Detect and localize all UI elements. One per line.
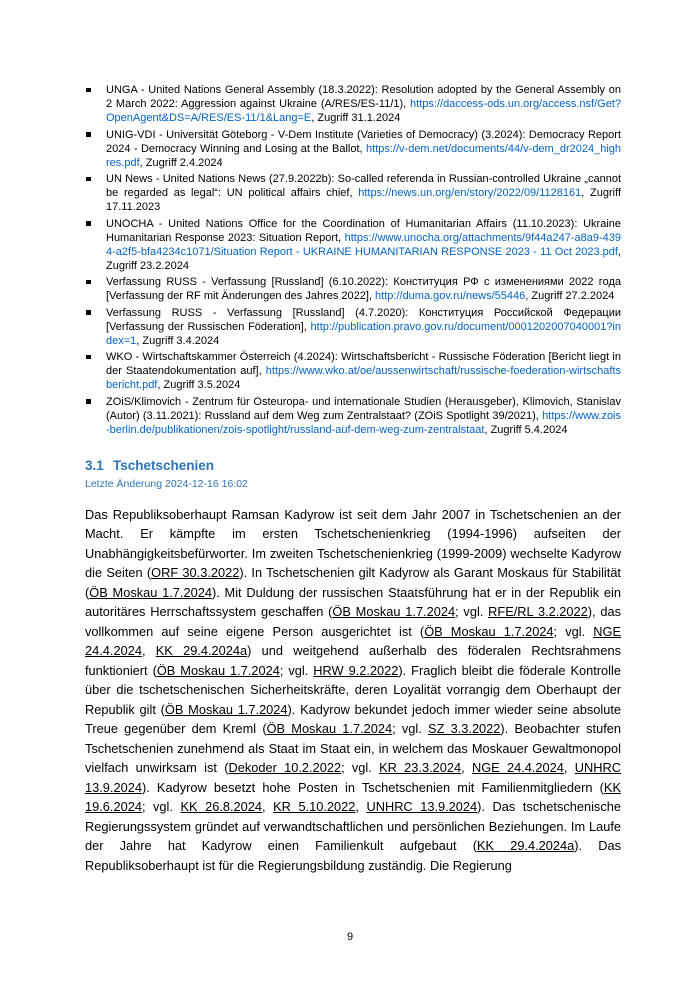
last-change-note: Letzte Änderung 2024-12-16 16:02: [85, 477, 248, 490]
entry-text-segment: UNIG-VDI - Universität Göteborg - V-Dem Institute (Varieties of Democracy) (3.2024): Democracy Report 2024 - Democracy Winning and Losing at the Ballot,: [106, 128, 621, 155]
entry-text: [106, 350, 621, 392]
url-link[interactable]: http://publication.pravo.gov.ru/document/0001202007040001?index=1: [106, 320, 621, 347]
citation-link[interactable]: UNHRC 13.9.2024: [366, 799, 478, 814]
body-text-segment: ) und weitgehend außerhalb des föderalen Rechtsrahmens funktioniert (: [85, 643, 621, 678]
entry-text: [106, 172, 621, 214]
citation-link[interactable]: SZ 3.3.2022: [428, 721, 501, 736]
body-text-segment: ). Fraglich bleibt die föderale Kontrolle über die tschetschenischen Sicherheitskräfte, deren Loyalität vorrangig dem Oberhaupt der Republik gilt (: [85, 662, 621, 717]
page-number: 9: [346, 931, 354, 943]
body-text-segment: ,: [355, 799, 367, 814]
bullet-icon: [85, 83, 106, 125]
body-paragraph: [85, 505, 621, 876]
body-text-segment: ), das vollkommen auf seine eigene Person ausgerichtet ist (: [85, 604, 622, 639]
url-link[interactable]: https://news.un.org/en/story/2022/09/1128161: [358, 187, 582, 199]
bibliography-entry: [85, 350, 621, 392]
citation-link[interactable]: ÖB Moskau 1.7.2024: [266, 721, 393, 736]
bullet-icon: [85, 395, 106, 437]
body-text-segment: ). Das tschetschenische Regierungssystem gründet auf verwandtschaftlichen und persönlichen Beziehungen. Im Laufe der Jahre hat Kadyrow einen Familienkult aufgebaut (: [85, 799, 621, 853]
entry-text-segment: Verfassung RUSS - Verfassung [Russland] (4.7.2020): Конституция Российской Федерации [Verfassung der Russischen Föderation],: [106, 306, 621, 333]
entry-text: [106, 217, 621, 273]
bibliography-entry: [85, 217, 621, 273]
body-text-segment: ). Das Republiksoberhaupt ist für die Regierungsbildung zuständig. Die Regierung: [85, 838, 621, 873]
bullet-icon: [85, 275, 106, 303]
entry-text-segment: WKO - Wirtschaftskammer Österreich (4.2024): Wirtschaftsbericht - Russische Föderation [Bericht liegt in der Staatendokumentation auf],: [106, 351, 621, 377]
citation-link[interactable]: NGE 24.4.2024: [85, 623, 621, 658]
body-text-segment: ; vgl.: [341, 760, 380, 775]
citation-link[interactable]: KK 29.4.2024a: [155, 643, 248, 658]
entry-text-segment: Verfassung RUSS - Verfassung [Russland] (6.10.2022): Конституция РФ с изменениями 2022 года [Verfassung der RF mit Änderungen des Jahres 2022],: [106, 276, 621, 302]
bullet-icon: [85, 306, 106, 348]
url-link[interactable]: https://daccess-ods.un.org/access.nsf/Get?OpenAgent&DS=A/RES/ES-11/1&Lang=E: [106, 98, 621, 124]
url-link[interactable]: https://www.zois-berlin.de/publikationen/zois-spotlight/russland-auf-dem-weg-zum-zentralstaat: [106, 409, 621, 436]
bullet-icon: [85, 217, 106, 273]
bullet-icon: [85, 128, 106, 170]
citation-link[interactable]: UNHRC 13.9.2024: [85, 760, 621, 795]
body-text-segment: ). In Tschetschenien gilt Kadyrow als Garant Moskaus für Stabilität (: [85, 565, 621, 600]
body-text-segment: ). Kadyrow besetzt hohe Posten in Tschetschenien mit Familienmitgliedern (: [141, 779, 604, 795]
entry-text: [106, 83, 621, 125]
citation-link[interactable]: Dekoder 10.2.2022: [228, 760, 342, 775]
citation-link[interactable]: HRW 9.2.2022: [313, 662, 399, 678]
citation-link[interactable]: NGE 24.4.2024: [471, 760, 564, 775]
entry-text-segment: , Zugriff 23.2.2024: [106, 245, 621, 272]
section-number: 3.1: [85, 457, 104, 473]
body-text-segment: ; vgl.: [141, 799, 181, 814]
bullet-icon: [85, 350, 106, 392]
body-text-segment: ; vgl.: [553, 623, 594, 639]
body-text-segment: ; vgl.: [279, 662, 314, 678]
bibliography-entry: [85, 128, 621, 170]
citation-link[interactable]: ÖB Moskau 1.7.2024: [164, 701, 288, 717]
citation-link[interactable]: KK 26.8.2024: [180, 799, 263, 814]
bibliography-entry: [85, 172, 621, 214]
entry-text: [106, 275, 621, 303]
body-text-segment: ; vgl.: [392, 721, 429, 736]
citation-link[interactable]: ÖB Moskau 1.7.2024: [332, 604, 456, 619]
bibliography-list: [85, 83, 621, 437]
entry-text-segment: UNGA - United Nations General Assembly (18.3.2022): Resolution adopted by the General Assembly on 2 March 2022: Aggression against Ukraine (A/RES/ES-11/1),: [106, 84, 621, 110]
url-link[interactable]: https://v-dem.net/documents/44/v-dem_dr2024_highres.pdf: [106, 142, 621, 169]
bullet-icon: [85, 172, 106, 214]
section-heading: [85, 458, 621, 473]
body-text-segment: ; vgl.: [455, 604, 489, 619]
body-text-segment: ,: [141, 643, 156, 658]
entry-text-segment: , Zugriff 5.4.2024: [484, 423, 568, 436]
url-link[interactable]: https://www.wko.at/oe/aussenwirtschaft/russische-foederation-wirtschaftsbericht.pdf: [106, 365, 621, 391]
entry-text-segment: , Zugriff 17.11.2023: [106, 187, 622, 213]
entry-text-segment: , Zugriff 31.1.2024: [311, 112, 401, 124]
entry-text-segment: UN News - United Nations News (27.9.2022b): So-called referenda in Russian-controlled Ukraine „cannot be regarded as legal“: UN political affairs chief,: [106, 173, 621, 199]
section-title: Tschetschenien: [113, 457, 215, 473]
url-link[interactable]: http://duma.gov.ru/news/55446: [375, 290, 526, 302]
entry-text-segment: UNOCHA - United Nations Office for the Coordination of Humanitarian Affairs (11.10.2023): Ukraine Humanitarian Response 2023: Situation Report,: [106, 217, 621, 244]
entry-text-segment: , Zugriff 3.5.2024: [157, 379, 241, 391]
citation-link[interactable]: RFE/RL 3.2.2022: [488, 604, 588, 619]
entry-text-segment: , Zugriff 3.4.2024: [136, 334, 220, 347]
body-text-segment: ,: [461, 760, 472, 775]
bibliography-entry: [85, 395, 621, 437]
citation-link[interactable]: KK 19.6.2024: [85, 779, 621, 814]
citation-link[interactable]: KR 23.3.2024: [379, 760, 462, 775]
citation-link[interactable]: ÖB Moskau 1.7.2024: [424, 623, 554, 639]
entry-text-segment: , Zugriff 27.2.2024: [525, 290, 615, 302]
body-text-segment: ). Kadyrow bekundet jedoch immer wieder seine absolute Treue gegenüber dem Kreml (: [85, 701, 621, 736]
body-text-segment: ). Beobachter stufen Tschetschenien zunehmend als Staat im Staat ein, in welchem das Moskauer Gewaltmonopol vielfach unwirksam ist (: [85, 721, 621, 775]
citation-link[interactable]: ÖB Moskau 1.7.2024: [156, 662, 280, 678]
citation-link[interactable]: KK 29.4.2024a: [476, 838, 575, 853]
entry-text-segment: ZOiS/Klimovich - Zentrum für Osteuropa- und internationale Studien (Herausgeber), Klimovich, Stanislav (Autor) (3.11.2021): Russland auf dem Weg zum Zentralstaat? (ZOiS Spotlight 39/2021),: [106, 395, 621, 422]
bibliography-entry: [85, 275, 621, 303]
body-text-segment: ,: [563, 760, 575, 775]
entry-text-segment: , Zugriff 2.4.2024: [139, 156, 223, 169]
body-text-segment: ). Mit Duldung der russischen Staatsführung hat er in der Republik ein autoritäres Herrschaftssystem geschaffen (: [85, 584, 621, 619]
entry-text: [106, 306, 621, 348]
citation-link[interactable]: ORF 30.3.2022: [151, 565, 240, 580]
body-text-segment: Das Republiksoberhaupt Ramsan Kadyrow ist seit dem Jahr 2007 in Tschetschenien an der Macht. Er kämpfte im ersten Tschetschenienkrieg (1994-1996) aufseiten der Unabhängigkeitsbefürworter. Im zweiten Tschetschenienkrieg (1999-2009) wechselte Kadyrow die Seiten (: [85, 506, 621, 580]
citation-link[interactable]: KR 5.10.2022: [273, 799, 356, 814]
bibliography-entry: [85, 306, 621, 348]
entry-text: [106, 128, 621, 170]
citation-link[interactable]: ÖB Moskau 1.7.2024: [89, 584, 212, 600]
body-text-segment: ,: [262, 799, 274, 814]
entry-text: [106, 395, 621, 437]
bibliography-entry: [85, 83, 621, 125]
url-link[interactable]: https://www.unocha.org/attachments/9f44a247-a8a9-4394-a2f5-bfa4234c1071/Situation Report - UKRAINE HUMANITARIAN RESPONSE 2023 - 11 Oct 2023.pdf: [106, 231, 621, 258]
